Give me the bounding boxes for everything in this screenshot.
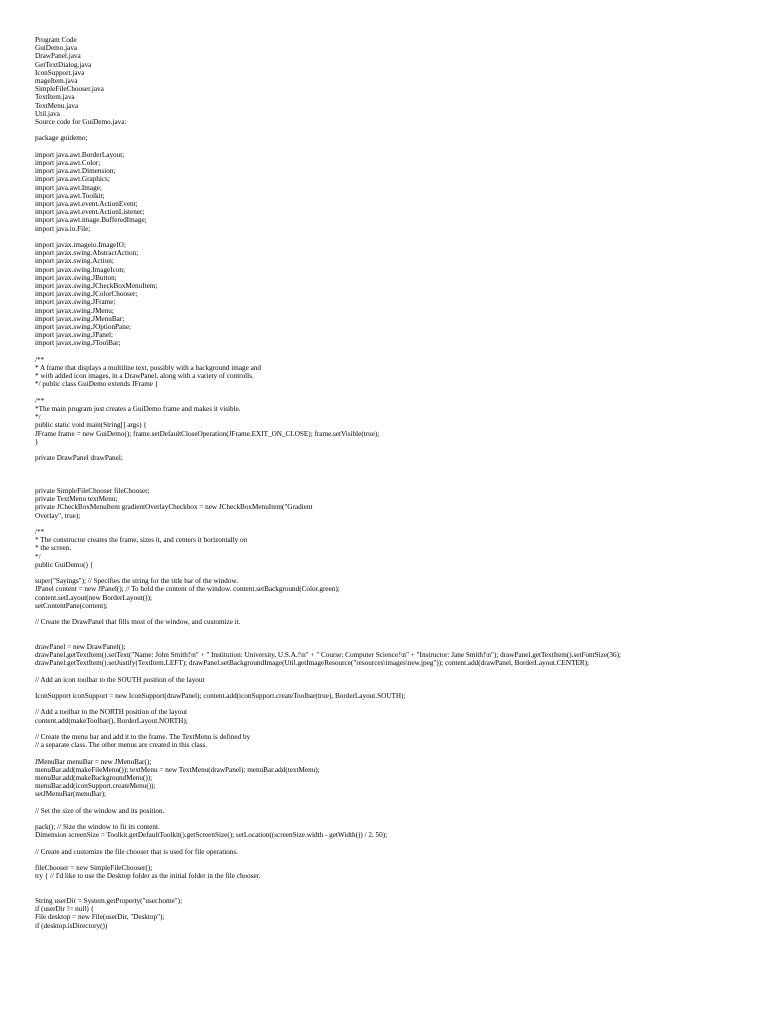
code-line: import javax.imageio.ImageIO; bbox=[35, 241, 126, 250]
code-line: /** bbox=[35, 355, 45, 364]
code-line: IconSupport iconSupport = new IconSupport(drawPanel); content.add(iconSupport.createToolbar(true), BorderLayout.SOUTH); bbox=[35, 692, 406, 700]
code-line: fileChooser = new SimpleFileChooser(); bbox=[35, 864, 153, 873]
code-line: */ public class GuiDemo extends JFrame { bbox=[35, 380, 159, 389]
code-line: setJMenuBar(menuBar); bbox=[35, 790, 107, 799]
code-line bbox=[35, 462, 760, 470]
code-line: GetTextDialog.java bbox=[35, 60, 92, 69]
code-line: // Create the DrawPanel that fills most of the window, and customize it. bbox=[35, 618, 241, 627]
code-line bbox=[35, 446, 760, 454]
code-line: String userDir = System.getProperty("user.home"); bbox=[35, 896, 183, 905]
code-line: Program Code bbox=[35, 36, 77, 44]
code-line: package guidemo; bbox=[35, 134, 88, 143]
code-line bbox=[35, 881, 760, 889]
code-line: import javax.swing.JColorChooser; bbox=[35, 290, 138, 299]
code-line bbox=[35, 348, 760, 356]
code-line bbox=[35, 889, 760, 897]
code-line: if (userDir != null) { bbox=[35, 905, 94, 914]
code-line: JPanel content = new JPanel(); // To hold the content of the window. content.setBackground(Color.green); bbox=[35, 585, 340, 594]
code-line bbox=[35, 799, 760, 807]
code-line: mageItem.java bbox=[35, 77, 78, 86]
code-line bbox=[35, 143, 760, 151]
code-line: pack(); // Size the window to fit its content. bbox=[35, 823, 160, 832]
code-line: import java.awt.event.ActionListener; bbox=[35, 208, 145, 217]
code-line bbox=[35, 700, 760, 708]
code-line: import java.awt.Dimension; bbox=[35, 167, 116, 176]
code-line bbox=[35, 749, 760, 757]
code-line: import java.io.File; bbox=[35, 224, 91, 233]
code-line: // Create the menu bar and add it to the frame. The TextMenu is defined by bbox=[35, 732, 251, 741]
code-line: import javax.swing.JMenu; bbox=[35, 306, 114, 315]
code-line: import java.awt.image.BufferedImage; bbox=[35, 216, 147, 225]
code-line bbox=[35, 569, 760, 577]
code-line: private SimpleFileChooser fileChooser; bbox=[35, 487, 150, 496]
code-line bbox=[35, 856, 760, 864]
code-line: * the screen. bbox=[35, 544, 72, 553]
code-line: import java.awt.Color; bbox=[35, 159, 101, 168]
code-line: import javax.swing.JMenuBar; bbox=[35, 314, 125, 323]
code-line bbox=[35, 725, 760, 733]
code-line: TextItem.java bbox=[35, 93, 75, 102]
code-line: try { // I'd like to use the Desktop folder as the initial folder in the file chooser. bbox=[35, 872, 261, 881]
code-line: import java.awt.Graphics; bbox=[35, 175, 110, 184]
code-line: import javax.swing.JButton; bbox=[35, 273, 117, 282]
code-line bbox=[35, 471, 760, 479]
code-line: content.add(makeToolbar(), BorderLayout.NORTH); bbox=[35, 716, 188, 725]
code-line: drawPanel = new DrawPanel(); bbox=[35, 642, 126, 651]
code-line: drawPanel.getTextItem().setText("Name: John Smith!\n" + " Institution: University, U.S.A.!\n" + " Course: Computer Science!\n" + "Instructor: Jane Smith!\n"); drawPanel.getTextItem().setFontSize(36); bbox=[35, 651, 621, 660]
code-line: import javax.swing.AbstractAction; bbox=[35, 249, 139, 258]
code-line: } bbox=[35, 437, 39, 446]
code-line: import javax.swing.JToolBar; bbox=[35, 339, 121, 348]
code-line: private TextMenu textMenu; bbox=[35, 495, 118, 504]
code-line: menuBar.add(makeFileMenu()); textMenu = new TextMenu(drawPanel); menuBar.add(textMenu); bbox=[35, 765, 320, 774]
code-line: import javax.swing.JFrame; bbox=[35, 298, 116, 307]
code-line: Source code for GuiDemo.java: bbox=[35, 118, 127, 127]
code-line: setContentPane(content); bbox=[35, 601, 108, 610]
code-line bbox=[35, 684, 760, 692]
code-line: Dimension screenSize = Toolkit.getDefaultToolkit().getScreenSize(); setLocation((screenSize.width - getWidth()) / 2, 50); bbox=[35, 831, 388, 840]
code-line: private JCheckBoxMenuItem gradientOverlayCheckbox = new JCheckBoxMenuItem("Gradient bbox=[35, 503, 313, 512]
code-line: // Set the size of the window and its position. bbox=[35, 806, 165, 815]
code-line: menuBar.add(iconSupport.createMenu()); bbox=[35, 782, 156, 791]
code-line: import javax.swing.JOptionPane; bbox=[35, 323, 132, 332]
code-line: * with added icon images, in a DrawPanel, along with a variety of controlls. bbox=[35, 372, 254, 381]
code-line bbox=[35, 815, 760, 823]
code-line: SimpleFileChooser.java bbox=[35, 85, 104, 94]
code-line bbox=[35, 610, 760, 618]
code-line: IconSupport.java bbox=[35, 68, 85, 77]
code-line: DrawPanel.java bbox=[35, 52, 81, 61]
code-line: import java.awt.BorderLayout; bbox=[35, 150, 125, 159]
code-line: if (desktop.isDirectory()) bbox=[35, 921, 108, 930]
code-line: Util.java bbox=[35, 109, 60, 118]
code-line bbox=[35, 126, 760, 134]
code-line: drawPanel.getTextItem().setJustify(TextItem.LEFT); drawPanel.setBackgroundImage(Util.getImageResource("resources\images\new.jpeg")); content.add(drawPanel, BorderLayout.CENTER); bbox=[35, 659, 590, 668]
code-line: JFrame frame = new GuiDemo(); frame.setDefaultCloseOperation(JFrame.EXIT_ON_CLOSE); frame.setVisible(true); bbox=[35, 429, 380, 438]
code-line: // a separate class. The other menus are created in this class. bbox=[35, 741, 208, 750]
code-line: *The main program just creates a GuiDemo frame and makes it visible. bbox=[35, 405, 241, 414]
code-line: import java.awt.Toolkit; bbox=[35, 191, 105, 200]
code-line: menuBar.add(makeBackgroundMenu()); bbox=[35, 773, 153, 782]
code-line: File desktop = new File(userDir, "Desktop"); bbox=[35, 913, 165, 922]
code-line bbox=[35, 667, 760, 675]
code-line bbox=[35, 520, 760, 528]
code-line: public static void main(String[] args) { bbox=[35, 421, 147, 430]
code-line: import javax.swing.Action; bbox=[35, 257, 114, 266]
code-line: import javax.swing.JPanel; bbox=[35, 331, 114, 340]
code-line: // Add an icon toolbar to the SOUTH position of the layout bbox=[35, 675, 205, 684]
code-line: /** bbox=[35, 528, 45, 537]
code-line: import javax.swing.ImageIcon; bbox=[35, 265, 126, 274]
code-line: * The constructor creates the frame, sizes it, and centers it horizontally on bbox=[35, 536, 248, 545]
code-line: public GuiDemo() { bbox=[35, 560, 94, 569]
source-code-document bbox=[35, 36, 760, 930]
code-line: super("Sayings"); // Specifies the string for the title bar of the window. bbox=[35, 577, 239, 586]
code-line: JMenuBar menuBar = new JMenuBar(); bbox=[35, 757, 152, 766]
code-line: // Add a toolbar to the NORTH position of the layout bbox=[35, 708, 188, 717]
code-line bbox=[35, 389, 760, 397]
code-line: // Create and customize the file chooser that is used for file operations. bbox=[35, 847, 238, 856]
code-line: import java.awt.Image; bbox=[35, 183, 102, 192]
code-line bbox=[35, 233, 760, 241]
code-line: */ bbox=[35, 413, 41, 422]
code-line bbox=[35, 840, 760, 848]
code-line: import java.awt.event.ActionEvent; bbox=[35, 200, 138, 209]
code-line: /** bbox=[35, 396, 45, 405]
code-line bbox=[35, 635, 760, 643]
code-line: content.setLayout(new BorderLayout()); bbox=[35, 593, 152, 602]
code-line: private DrawPanel drawPanel; bbox=[35, 454, 123, 463]
code-line: Overlay", true); bbox=[35, 511, 81, 520]
code-line bbox=[35, 479, 760, 487]
code-line: import javax.swing.JCheckBoxMenuItem; bbox=[35, 282, 158, 291]
code-line: GuiDemo.java bbox=[35, 44, 78, 53]
code-line: */ bbox=[35, 552, 41, 561]
code-line: * A frame that displays a multiline text, possibly with a background image and bbox=[35, 364, 261, 373]
code-line bbox=[35, 626, 760, 634]
code-line: TextMenu.java bbox=[35, 101, 79, 110]
